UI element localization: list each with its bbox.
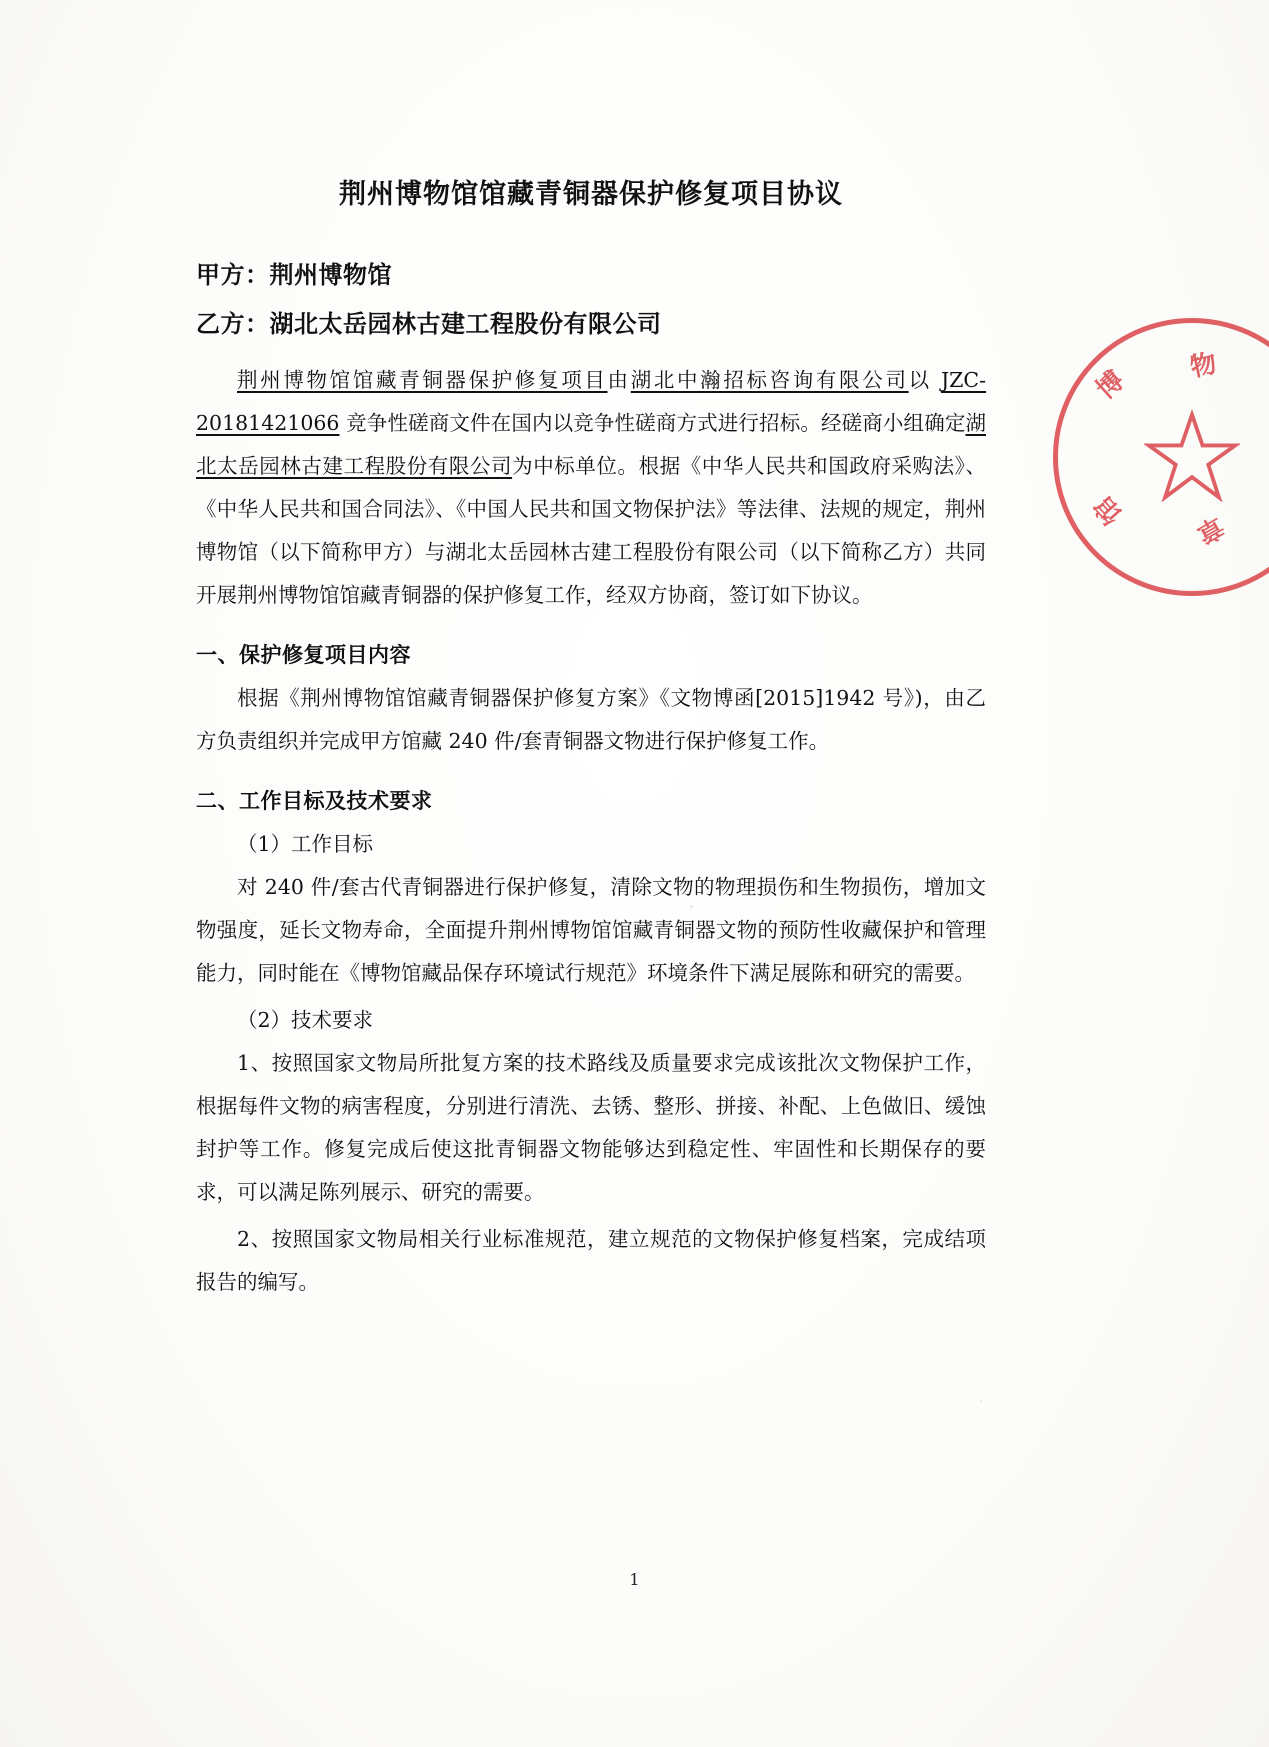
- intro-connector-2: 以: [908, 368, 932, 392]
- party-b-line: 乙方：湖北太岳园林古建工程股份有限公司: [196, 309, 662, 338]
- section-heading-1: 一、保护修复项目内容: [196, 642, 411, 667]
- intro-rest: 为中标单位。根据《中华人民共和国政府采购法》、《中华人民共和国合同法》、《中国人民共和国文物保护法》等法律、法规的规定，荆州博物馆（以下简称甲方）与湖北太岳园林古建工程股份有限公司（以下简称乙方）共同开展荆州博物馆馆藏青铜器的保护修复工作，经双方协商，签订如下协议。: [196, 454, 987, 607]
- intro-connector-3: 竞争性磋商文件在国内以竞争性磋商方式进行招标。经磋商小组确定: [346, 411, 966, 435]
- seal-char-1: 博: [1090, 365, 1131, 406]
- section-2-subheading-2: （2）技术要求: [237, 1008, 374, 1032]
- intro-connector-1: 由: [607, 368, 631, 392]
- section-2-paragraph-3: 2、按照国家文物局相关行业标准规范，建立规范的文物保护修复档案，完成结项报告的编写。: [196, 1227, 986, 1294]
- page-title: 荆州博物馆馆藏青铜器保护修复项目协议: [339, 179, 843, 210]
- section-heading-2: 二、工作目标及技术要求: [196, 788, 433, 813]
- document-body: [196, 172, 986, 1308]
- intro-paragraph: [196, 359, 986, 617]
- section-1-paragraph-1: 根据《荆州博物馆馆藏青铜器保护修复方案》《文物博函[2015]1942 号》)，由乙方负责组织并完成甲方馆藏 240 件/套青铜器文物进行保护修复工作。: [196, 686, 986, 753]
- seal-char-4: 章: [1190, 509, 1229, 549]
- seal-char-2: 物: [1187, 348, 1220, 384]
- page-number: 1: [629, 1570, 640, 1589]
- section-2-paragraph-1: 对 240 件/套古代青铜器进行保护修复，清除文物的物理损伤和生物损伤，增加文物强度，延长文物寿命，全面提升荆州博物馆馆藏青铜器文物的预防性收藏保护和管理能力，同时能在《博物馆藏品保存环境试行规范》环境条件下满足展陈和研究的需要。: [196, 875, 986, 985]
- intro-winner-name: 湖北太岳园林古建工程股份有限公司: [196, 411, 986, 478]
- section-2-paragraph-2: 1、按照国家文物局所批复方案的技术路线及质量要求完成该批次文物保护工作，根据每件文物的病害程度，分别进行清洗、去锈、整形、拼接、补配、上色做旧、缓蚀封护等工作。修复完成后使这批青铜器文物能够达到稳定性、牢固性和长期保存的要求，可以满足陈列展示、研究的需要。: [196, 1051, 986, 1204]
- intro-agency-name: 湖北中瀚招标咨询有限公司: [630, 368, 909, 392]
- intro-project-name: 荆州博物馆馆藏青铜器保护修复项目: [237, 368, 608, 392]
- scan-speckle: [980, 1400, 982, 1402]
- party-a-line: 甲方：荆州博物馆: [196, 260, 392, 289]
- seal-char-3: 馆: [1089, 490, 1129, 530]
- section-2-subheading-1: （1）工作目标: [237, 832, 374, 856]
- intro-tender-number: JZC-20181421066: [196, 368, 987, 435]
